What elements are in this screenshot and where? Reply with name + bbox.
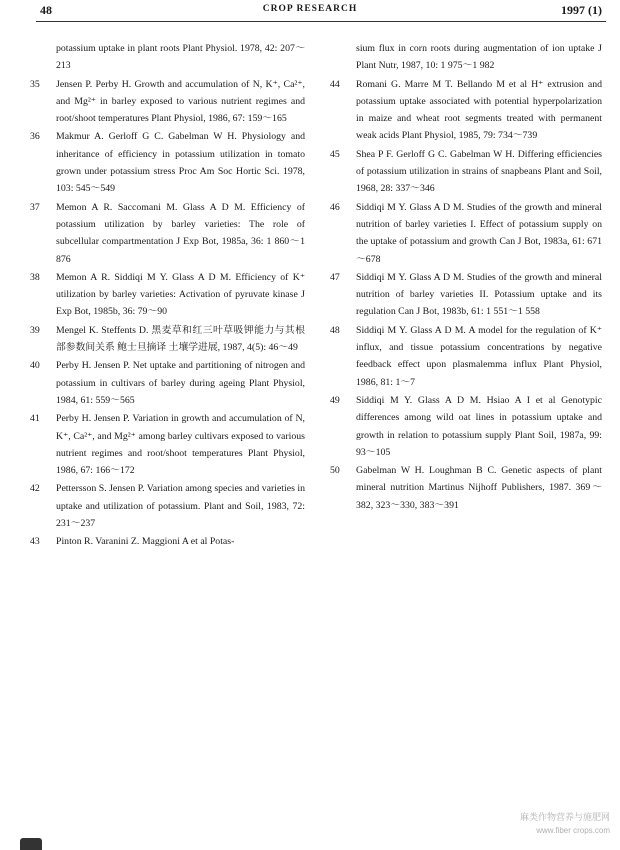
reference-entry [30,357,305,409]
reference-entry [30,480,305,532]
reference-number: 48 [330,324,340,336]
reference-entry [30,410,305,479]
reference-number: 45 [330,148,340,160]
header-rule [36,21,606,22]
reference-text: Romani G. Marre M T. Bellando M et al H⁺ extrusion and potassium uptake associated with potential hyperpolarization in maize and wheat root segments treated with permanent weak acids Plant Physiol, 1985, 79: 734～739 [356,78,602,142]
reference-number: 42 [30,483,40,495]
watermark-url: www.fiber crops.com [536,826,610,835]
reference-number: 39 [30,324,40,336]
reference-text: Jensen P. Perby H. Growth and accumulation of N, K⁺, Ca²⁺, and Mg²⁺ in barley exposed to various nutrient regimes and root/shoot temperatures Plant Physiol, 1986, 67: 159～165 [56,78,305,125]
reference-entry [330,199,602,268]
reference-text: Gabelman W H. Loughman B C. Genetic aspects of plant mineral nutrition Martinus Nijhoff Publishers, 1987. 369～382, 323～330, 383～391 [356,465,602,511]
reference-entry [330,322,602,391]
reference-entry [330,392,602,461]
journal-title: CROP RESEARCH [262,4,358,14]
reference-text: Mengel K. Steffents D. 黑麦草和红三叶草吸钾能力与其根部参数间关系 鲍士旦摘译 土壤学进展, 1987, 4(5): 46～49 [56,324,305,354]
reference-entry [30,533,305,550]
reference-text: Siddiqi M Y. Glass A D M. Studies of the growth and mineral nutrition of barley varieties I. Effect of potassium supply on the uptake of potassium and growth Can J Bot, 1983a, 61: 671～678 [356,201,602,265]
reference-text: Memon A R. Siddiqi M Y. Glass A D M. Efficiency of K⁺ utilization by barley varieties: Activation of pyruvate kinase J Exp Bot, 1985b, 36: 79～90 [56,271,305,318]
reference-number: 43 [30,536,40,548]
reference-number: 41 [30,413,40,425]
page-header [0,0,620,24]
reference-entry [30,40,305,75]
reference-entry [30,76,305,128]
reference-text: Pinton R. Varanini Z. Maggioni A et al Potas- [56,536,235,548]
reference-text: Shea P F. Gerloff G C. Gabelman W H. Differing efficiencies of potassium utilization in strains of snapbeans Plant and Soil, 1968, 28: 337～346 [356,148,602,195]
reference-number: 40 [30,360,40,372]
reference-number: 46 [330,201,340,213]
reference-text: Siddiqi M Y. Glass A D M. Studies of the growth and mineral nutrition of barley varieties II. Potassium uptake and its regulation Can J Bot, 1983b, 61: 1 551～1 558 [356,271,602,318]
reference-text: Perby H. Jensen P. Variation in growth and accumulation of N, K⁺, Ca²⁺, and Mg²⁺ among barley cultivars exposed to various nutrient regimes and root/shoot temperatures Plant Physiol, 1986, 67: 166～172 [56,413,305,477]
references-left-column [30,40,305,552]
reference-number: 47 [330,271,340,283]
reference-text: sium flux in corn roots during augmentation of ion uptake J Plant Nutr, 1987, 10: 1 975～1 982 [356,43,602,72]
reference-number: 44 [330,78,340,90]
reference-entry [330,76,602,145]
reference-text: Pettersson S. Jensen P. Variation among species and varieties in uptake and utilization of potassium. Plant and Soil, 1983, 72: 231～237 [56,483,305,530]
references-right-column [330,40,602,515]
page-number: 48 [40,3,52,17]
page-footer [0,830,620,850]
issue-label: 1997 (1) [561,3,602,17]
reference-number: 35 [30,78,40,90]
reference-text: Memon A R. Saccomani M. Glass A D M. Efficiency of potassium utilization by barley varieties: The role of subcellular compartmentation J Exp Bot, 1985a, 36: 1 860～1 876 [56,201,305,265]
reference-text: Siddiqi M Y. Glass A D M. Hsiao A I et al Genotypic differences among wild oat lines in potassium uptake and growth in relation to potassium supply Plant Soil, 1987a, 99: 93～105 [356,394,602,458]
footer-mark-icon [20,838,42,850]
reference-entry [330,146,602,198]
reference-number: 50 [330,465,340,477]
reference-entry [30,128,305,197]
reference-number: 36 [30,131,40,143]
reference-number: 49 [330,394,340,406]
reference-text: Siddiqi M Y. Glass A D M. A model for the regulation of K⁺ influx, and tissue potassium concentrations by negative feedback effect upon plasmalemma influx Plant Physiol, 1986, 81: 1～7 [356,324,602,388]
reference-text: Perby H. Jensen P. Net uptake and partitioning of nitrogen and potassium in cultivars of barley during ageing Plant Physiol, 1984, 61: 559～565 [56,360,305,406]
reference-text: potassium uptake in plant roots Plant Physiol. 1978, 42: 207～213 [56,43,305,72]
reference-entry [330,40,602,75]
reference-entry [330,462,602,514]
reference-entry [330,269,602,321]
reference-entry [30,269,305,321]
reference-number: 37 [30,201,40,213]
reference-number: 38 [30,271,40,283]
reference-text: Makmur A. Gerloff G C. Gabelman W H. Physiology and inheritance of efficiency in potassium utilization in tomato grown under potassium stress Proc Am Soc Hortic Sci. 1978, 103: 545～549 [56,131,305,195]
reference-entry [30,199,305,268]
reference-entry [30,322,305,357]
watermark-text: 麻类作物营养与施肥网 [519,813,610,823]
